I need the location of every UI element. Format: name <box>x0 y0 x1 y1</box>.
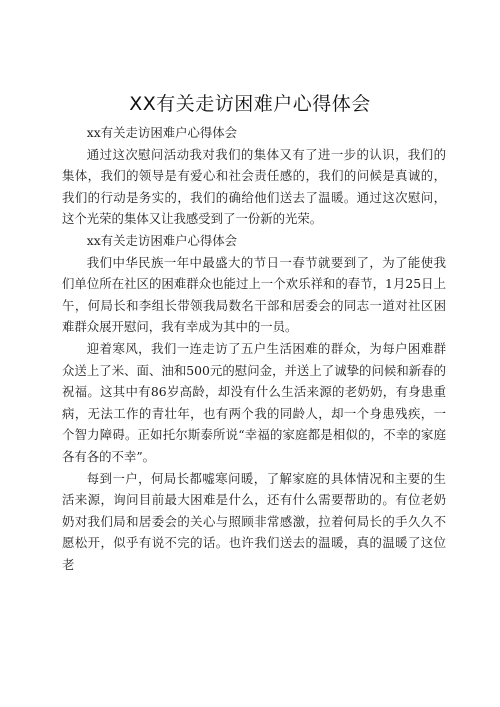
paragraph-4: 每到一户，何局长都嘘寒问暖，了解家庭的具体情况和主要的生活来源，询问目前最大困难是什么，还有什么需要帮助的。有位老奶奶对我们局和居委会的关心与照顾非常感激，拉着何局长的手久久不愿松开，似乎有说不完的话。也许我们送去的温暖，真的温暖了这位老 <box>62 470 446 572</box>
paragraph-subtitle-1: xx有关走访困难户心得体会 <box>86 125 238 140</box>
document-title: XX有关走访困难户心得体会 <box>129 93 371 115</box>
paragraph-2: 我们中华民族一年中最盛大的节日一春节就要到了，为了能使我们单位所在社区的困难群众也能过上一个欢乐祥和的春节，1月25日上午，何局长和李组长带领我局数名干部和居委会的同志一道对社区困难群众展开慰问，我有幸成为其中的一员。 <box>62 254 446 335</box>
paragraph-3: 迎着寒风，我们一连走访了五户生活困难的群众，为每户困难群众送上了米、面、油和500元的慰问金，并送上了诚挚的问候和新春的祝福。这其中有86岁高龄，却没有什么生活来源的老奶奶，有身患重病，无法工作的青壮年，也有两个我的同龄人，却一个身患残疾，一个智力障碍。正如托尔斯泰所说“幸福的家庭都是相似的，不幸的家庭各有各的不幸”。 <box>62 340 446 464</box>
paragraph-1: 通过这次慰问活动我对我们的集体又有了进一步的认识，我们的集体，我们的领导是有爱心和社会责任感的，我们的问候是真诚的，我们的行动是务实的，我们的确给他们送去了温暖。通过这次慰问，这个光荣的集体又让我感受到了一份新的光荣。 <box>62 146 446 227</box>
paragraph-subtitle-2: xx有关走访困难户心得体会 <box>86 232 238 248</box>
document-body <box>62 122 446 575</box>
